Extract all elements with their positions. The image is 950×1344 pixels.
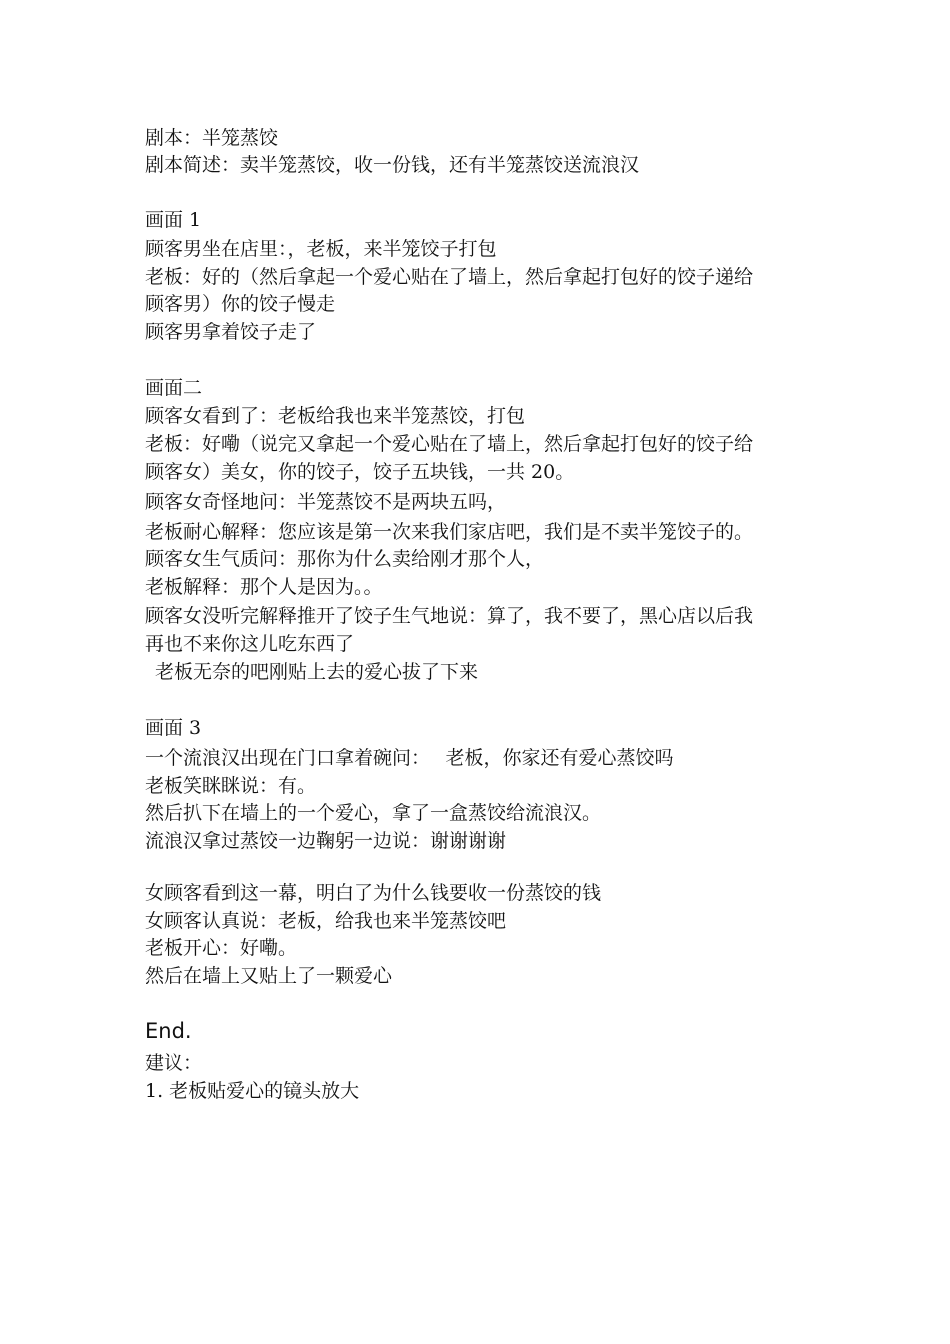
scene-2-line: 顾客女没听完解释推开了饺子生气地说：算了，我不要了，黑心店以后我 (145, 605, 754, 627)
ending-line: 女顾客看到这一幕，明白了为什么钱要收一份蒸饺的钱 (145, 882, 602, 904)
scene-3-line: 一个流浪汉出现在门口拿着碗问： 老板，你家还有爱心蒸饺吗 (145, 747, 674, 769)
scene-3-line: 老板笑眯眯说：有。 (145, 775, 317, 797)
scene-2-heading: 画面二 (145, 377, 203, 399)
scene-2-line: 老板解释：那个人是因为。。 (145, 576, 383, 598)
ending-line: 女顾客认真说：老板，给我也来半笼蒸饺吧 (145, 910, 507, 932)
suggestion-label: 建议： (145, 1052, 203, 1074)
scene-2-line: 老板无奈的吧刚贴上去的爱心拔了下来 (155, 661, 479, 683)
scene-1-line: 老板：好的（然后拿起一个爱心贴在了墙上，然后拿起打包好的饺子递给 (145, 266, 754, 288)
scene-3-line: 流浪汉拿过蒸饺一边鞠躬一边说：谢谢谢谢 (145, 830, 507, 852)
ending-line: 老板开心：好嘞。 (145, 937, 298, 959)
scene-1-heading: 画面 1 (145, 209, 202, 231)
scene-2-line: 再也不来你这儿吃东西了 (145, 633, 355, 655)
scene-3-heading: 画面 3 (145, 717, 202, 739)
scene-2-line: 顾客女）美女，你的饺子，饺子五块钱，一共 20。 (145, 461, 575, 483)
script-title: 剧本：半笼蒸饺 (145, 127, 279, 149)
suggestion-item: 1. 老板贴爱心的镜头放大 (145, 1080, 360, 1102)
scene-1-line: 顾客男拿着饺子走了 (145, 321, 317, 343)
scene-2-line: 顾客女生气质问：那你为什么卖给刚才那个人， (145, 548, 545, 570)
scene-2-line: 老板：好嘞（说完又拿起一个爱心贴在了墙上，然后拿起打包好的饺子给 (145, 433, 754, 455)
scene-2-line: 顾客女看到了：老板给我也来半笼蒸饺，打包 (145, 405, 526, 427)
script-summary: 剧本简述：卖半笼蒸饺，收一份钱，还有半笼蒸饺送流浪汉 (145, 154, 640, 176)
ending-line: 然后在墙上又贴上了一颗爱心 (145, 965, 393, 987)
scene-3-line: 然后扒下在墙上的一个爱心，拿了一盒蒸饺给流浪汉。 (145, 802, 602, 824)
end-mark: End. (145, 1019, 192, 1043)
scene-1-line: 顾客男）你的饺子慢走 (145, 293, 336, 315)
scene-2-line: 顾客女奇怪地问：半笼蒸饺不是两块五吗， (145, 491, 507, 513)
scene-1-line: 顾客男坐在店里：，老板，来半笼饺子打包 (145, 238, 497, 260)
scene-2-line: 老板耐心解释：您应该是第一次来我们家店吧，我们是不卖半笼饺子的。 (145, 521, 754, 543)
